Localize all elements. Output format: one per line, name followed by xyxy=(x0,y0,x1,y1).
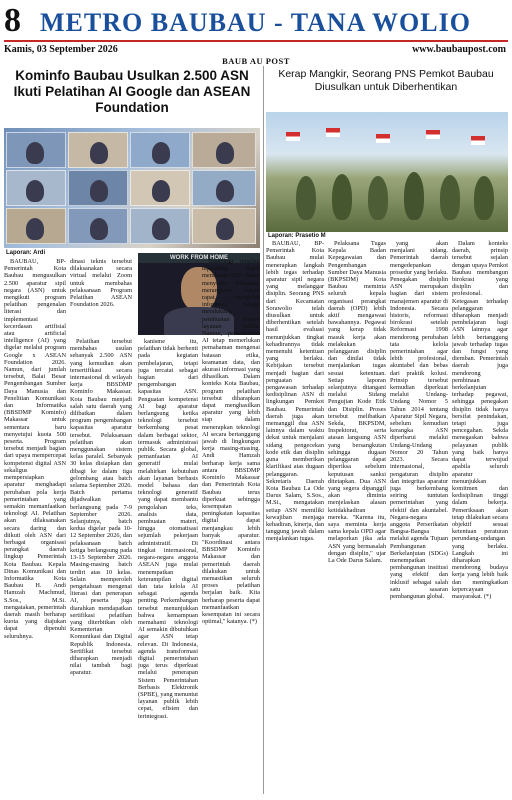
masthead xyxy=(0,0,512,56)
right-article-column-2 xyxy=(328,240,386,794)
left-article-text: kanisme itu, pelatihan tidak berhenti pada kegiatan pembelajaran, tetapi juga tercatat sebagai bagian dari pengembangan kapasitas ASN. Penguatan kompetensi AI bagi aparatur berlangsung ketika teknologi tersebut berkembang pesat dalam berbagai sektor, termasuk administrasi publik. Secara global, pemanfaatan AI generatif mulai melahirkan kebutuhan akan layanan berbasis model bahasa dan teknologi generatif yang dapat membantu pengolahan teks, analisis data, pembuatan materi, hingga otomatisasi sejumlah pekerjaan administratif. Di tingkat internasional, negara-negara anggota ASEAN juga mulai menempatkan keterampilan digital dan tata kelola AI sebagai agenda penting. Perkembangan tersebut menunjukkan bahwa kemampuan memahami teknologi AI semakin dibutuhkan agar ASN tetap relevan. Di Indonesia, agenda transformasi digital pemerintahan juga terus diperkuat melalui penerapan Sistem Pemerintahan Berbasis Elektronik (SPBE), yang menuntut layanan publik lebih cepat, efisien dan terintegrasi. xyxy=(138,338,198,720)
column-divider xyxy=(263,66,264,794)
left-article-reporter: Laporan: Ardi xyxy=(6,250,46,256)
section-label: BAUB AU POST xyxy=(222,56,290,66)
newspaper-name-part1: METRO BAUBAU xyxy=(40,8,267,37)
right-article-column-3 xyxy=(390,240,448,794)
newspaper-name-part2: TANA WOLIO xyxy=(290,8,471,37)
left-article-column-4 xyxy=(202,258,260,794)
left-article-column-1 xyxy=(4,258,66,794)
page-number: 8 xyxy=(4,2,21,39)
inset-caption: WORK FROM HOME xyxy=(138,253,260,263)
right-article-text: Pelaksana Tugas Kepala Badan Kepegawaian dan Pengembangan Sumber Daya Manusia (BKPSDM) Kota Baubau meminta seluruh kepala organisasi perangkat daerah (OPD) lebih aktif mengawasi bawahannya. Pegawai yang kerap tidak masuk kerja akan melakukan pelanggaran disiplin dan dinilai tidak menjalankan tugas sesuai ketentuan. Setiap laporan selanjutnya ditangani melalui Sidang Pengujian Kode Etik dan Disiplin. Proses tersebut melibatkan Sekda, BKPSDM, Inspektorat, serta atasan langsung ASN yang bersangkutan sehingga dugaan pelanggaran dapat diperiksa sebelum keputusan sanksi ditetapkan. Dua ASN yang segera dipanggil akan diminta menjelaskan alasan ketidakhadiran mereka. "Karena itu, saya meminta kerja sama kepala OPD agar melaporkan jika ada ASN yang bermasalah dengan disiplin," ujar La Ode Darus Salam. xyxy=(328,240,386,564)
left-article-text: Pelatihan tersebut membahas usulan sebanyak 2.500 ASN yang kemudian akan tersertifikasi secara internasional di wilayah kerja BBSDMP Kominfo Makassar. Kota Baubau menjadi salah satu daerah yang dilibatkan dalam program pengembangan kapasitas aparatur tersebut. Pelaksanaan pelatihan akan menggunakan sistem kelas paralel. Sebanyak 30 kelas disiapkan dan dibagi ke dalam tiga gelombang atau batch selama September 2026. Batch pertama dijadwalkan berlangsung pada 7-9 September 2026. Selanjutnya, batch kedua digelar pada 10-12 September 2026, dan pelaksanaan batch ketiga berlangsung pada 13-15 September 2026. Masing-masing batch terdiri atas 10 kelas. Selain memperoleh pengetahuan mengenai literasi dan penerapan AI, peserta juga diarahkan mendapatkan sertifikasi pelatihan yang diterbitkan oleh Kementerian Komunikasi dan Digital Republik Indonesia. Sertifikat tersebut diharapkan menjadi nilai tambah bagi aparatur. xyxy=(70,338,132,677)
left-article-text: dinasi teknis tersebut dilaksanakan secara virtual melalui Zoom untuk membahas pelaksanaan Program Pelatihan ASEAN Foundation 2026. xyxy=(70,258,132,309)
left-article-column-2-top xyxy=(70,258,132,336)
right-article-headline: Kerap Mangkir, Seorang PNS Pemkot Baubau Diusulkan untuk Diberhentikan xyxy=(278,68,494,93)
right-article-column-1 xyxy=(266,240,324,794)
zoom-meeting-photo xyxy=(4,128,260,248)
right-article-text: Dalam konteks daerah, prinsip tersebut sejalan dengan upaya Pemkot Baubau membangun birokrasi yang disiplin dan profesional. Ketegasan terhadap pelanggaran diharapkan menjadi pembelajaran bagi ASN lainnya agar lebih bertanggung jawab terhadap tugas dan fungsi yang diemban. Pemerintah daerah juga mendorong pembinaan berkelanjutan terhadap pegawai, sehingga penegakan disiplin tidak hanya bersifat penindakan, tetapi juga pencegahan. Sekda menegaskan bahwa pelayanan publik yang baik hanya dapat terwujud apabila seluruh aparatur menunjukkan komitmen dan kedisiplinan tinggi dalam bekerja. Pemeriksaan akan tetap dilakukan secara objektif sesuai ketentuan peraturan perundang-undangan yang berlaku. Langkah ini diharapkan mendorong budaya kerja yang lebih baik dan meningkatkan kepercayaan masyarakat. (*) xyxy=(452,240,508,600)
left-article-text: Teknologi tersebut dipandang dapat membantu ASN dalam menyusun dokumen, merangkum bahan rapat, mengolah informasi, hingga mendukung pembuatan konten layanan publik. Namun, pemanfaatan AI tetap memerlukan pemahaman mengenai batasan etika, keamanan data, dan akurasi informasi yang dihasilkan. Dalam konteks Kota Baubau, program pelatihan tersebut diharapkan dapat menghasilkan aparatur yang lebih siap dalam menerapkan teknologi AI secara bertanggung jawab di lingkungan kerja masing-masing. Andi Hamzah berharap kerja sama antara BBSDMP Kominfo Makassar dan Pemerintah Kota Baubau terus diperkuat sehingga kesempatan peningkatan kapasitas digital dapat menjangkau lebih banyak aparatur. "Koordinasi antara BBSDMP Kominfo Makassar dan pemerintah daerah dilakukan untuk memastikan seluruh proses pelatihan berjalan baik. Kita berharap peserta dapat memanfaatkan kesempatan ini secara optimal," katanya. (*) xyxy=(202,258,260,626)
website-link[interactable]: www.baubaupost.com xyxy=(412,44,506,55)
right-article-text: BAUBAU, BP- Pemerintah Kota Baubau mulai menerapkan langkah lebih tegas terhadap aparatur sipil negara yang melanggar disiplin. Seorang PNS dari Kecamatan Sorawolio telah diusulkan untuk diberhentikan setelah hasil evaluasi menunjukkan tingkat kehadirannya tidak memenuhi ketentuan yang berlaku. Kebijakan tersebut menjadi bagian dari penguatan pengawasan terhadap kedisiplinan ASN di lingkungan Pemkot Baubau. Pemerintah daerah juga akan memanggil dua ASN lainnya dalam waktu dekat untuk menjalani sidang pengecekan kode etik dan disiplin guna memberikan klarifikasi atas dugaan pelanggaran. Sekretaris Daerah Kota Baubau La Ode Darus Salam, S.Sos., M.Si., mengatakan setiap ASN memiliki kewajiban menjaga kehadiran, kinerja, dan tanggung jawab dalam menjalankan tugas. xyxy=(266,240,324,543)
right-article-text: yang akan menjalani sidang. Pemerintah daerah mengedepankan prosedur yang berlaku. Penegakan disiplin ASN merupakan bagian dari sistem manajemen aparatur di Indonesia. Secara historis, reformasi birokrasi setelah Reformasi 1998 mendorong perubahan tata kelola pemerintahan agar lebih profesional, akuntabel dan bebas dari praktik kolusi. Prinsip tersebut kemudian diperkuat melalui Undang-Undang Nomor 5 Tahun 2014 tentang Aparatur Sipil Negara, sebelum kemudian kerangka ASN diperbarui melalui Undang-Undang Nomor 20 Tahun 2023. Secara internasional, pengaturan disiplin dan integritas aparatur juga berkembang seiring tuntutan pemerintahan yang efektif dan akuntabel. Negara-negara anggota Perserikatan Bangsa-Bangsa melalui agenda Tujuan Pembangunan Berkelanjutan (SDGs) menempatkan pembangunan institusi yang efektif dan inklusif sebagai salah satu sasaran pembangunan global. xyxy=(390,240,448,600)
newspaper-name xyxy=(40,8,471,38)
newspaper-name-separator: - xyxy=(266,8,291,37)
right-article-column-4 xyxy=(452,240,508,794)
right-article-reporter: Laporan: Prasetio M xyxy=(268,233,326,239)
left-article-column-2 xyxy=(70,338,132,794)
ceremony-photo xyxy=(266,112,508,232)
left-article-text: BAUBAU, BP- Pemerintah Kota Baubau mengusulkan 2.500 aparatur sipil negara (ASN) untuk mengikuti program pelatihan pengenalan literasi dan implementasi kecerdasan artifisial atau artificial intelligence (AI) yang digelar melalui program Google x ASEAN Foundation 2026. Namun, dari jumlah tersebut, Balai Besar Pengembangan Sumber Daya Manusia dan Penelitian Komunikasi dan Informatika (BBSDMP Kominfo) Makassar untuk sementara baru menyetujui kuota 500 peserta. Program tersebut menjadi bagian dari upaya mempercepat kompetensi digital ASN sekaligus mempersiapkan aparatur menghadapi perubahan pola kerja pemerintahan yang semakin memanfaatkan teknologi AI. Pelatihan akan dilaksanakan secara daring dan diikuti oleh ASN dari berbagai organisasi perangkat daerah lingkup Pemerintah Kota Baubau. Kepala Dinas Komunikasi dan Informatika Kota Baubau H. Andi Hamzah Machmud, S.Sos., M.Si. mengatakan, pemerintah daerah masih berharap kuota yang diajukan dapat dipenuhi seluruhnya. xyxy=(4,258,66,640)
issue-date: Kamis, 03 September 2026 xyxy=(4,44,118,55)
masthead-divider xyxy=(4,40,508,42)
left-article-headline: Kominfo Baubau Usulkan 2.500 ASN Ikuti Pelatihan AI Google dan ASEAN Foundation xyxy=(13,68,251,115)
left-article-column-3 xyxy=(138,338,198,794)
